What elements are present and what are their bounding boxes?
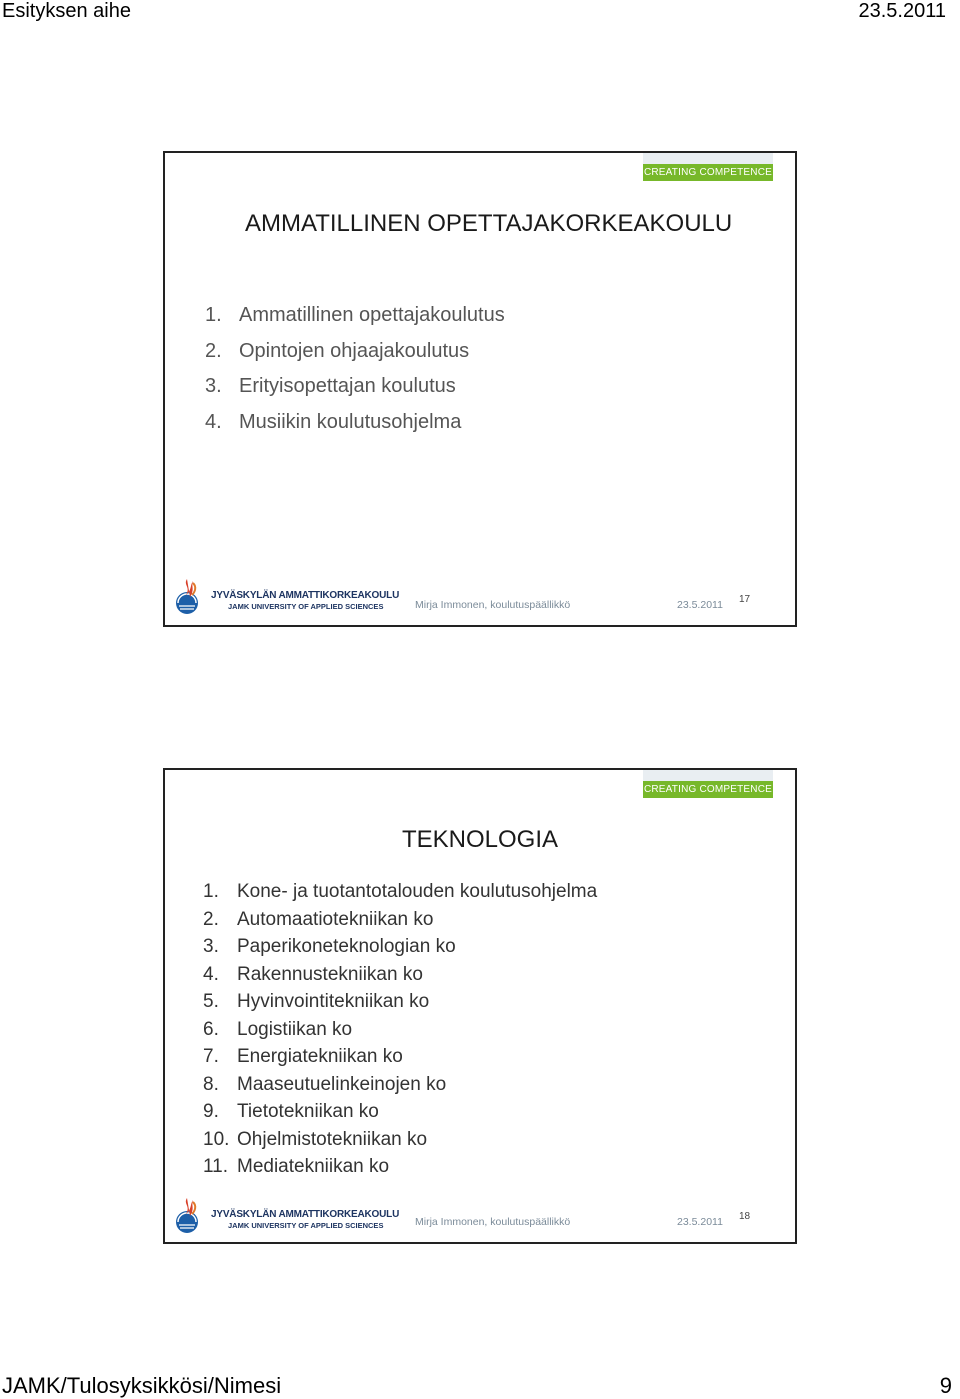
jamk-logo bbox=[173, 573, 400, 615]
list-item-number: 1. bbox=[203, 881, 219, 902]
logo-subtitle: JAMK UNIVERSITY OF APPLIED SCIENCES bbox=[228, 602, 384, 611]
jamk-emblem-icon bbox=[173, 1196, 205, 1234]
program-list bbox=[205, 298, 505, 440]
brand-tagline: CREATING COMPETENCE bbox=[643, 164, 773, 181]
list-item bbox=[203, 1126, 597, 1154]
list-item-number: 8. bbox=[203, 1073, 219, 1095]
slide-title: AMMATILLINEN OPETTAJAKORKEAKOULU bbox=[245, 210, 733, 237]
list-item bbox=[205, 369, 505, 405]
list-item-number: 10. bbox=[203, 1128, 230, 1150]
list-item bbox=[203, 1016, 597, 1044]
logo-name: JYVÄSKYLÄN AMMATTIKORKEAKOULU bbox=[211, 590, 400, 601]
list-item-text: Automaatiotekniikan ko bbox=[237, 908, 434, 930]
list-item-number: 5. bbox=[203, 991, 219, 1012]
slide-title: TEKNOLOGIA bbox=[401, 826, 559, 853]
slide-author: Mirja Immonen, koulutuspäällikkö bbox=[415, 599, 571, 611]
list-item-text: Tietotekniikan ko bbox=[237, 1101, 379, 1122]
page-header-date: 23.5.2011 bbox=[858, 0, 946, 22]
list-item bbox=[203, 878, 597, 906]
slide-18 bbox=[163, 768, 797, 1244]
list-item bbox=[205, 334, 505, 370]
list-item-text: Musiikin koulutusohjelma bbox=[239, 410, 462, 433]
list-item bbox=[203, 1043, 597, 1071]
page-number: 9 bbox=[939, 1373, 952, 1398]
list-item-text: Opintojen ohjaajakoulutus bbox=[239, 339, 470, 362]
list-item-number: 4. bbox=[205, 410, 222, 433]
list-item-number: 2. bbox=[205, 339, 222, 362]
slide-number: 18 bbox=[739, 1211, 751, 1222]
list-item-text: Energiatekniikan ko bbox=[237, 1046, 403, 1067]
page-header-title: Esityksen aihe bbox=[2, 0, 131, 22]
list-item-number: 4. bbox=[203, 963, 219, 985]
list-item bbox=[203, 1071, 597, 1099]
page-footer-path: JAMK/Tulosyksikkösi/Nimesi bbox=[2, 1373, 282, 1398]
slide-number: 17 bbox=[739, 594, 751, 605]
list-item-number: 2. bbox=[203, 908, 219, 930]
list-item bbox=[203, 1098, 597, 1126]
list-item bbox=[203, 1153, 597, 1181]
list-item-text: Maaseutuelinkeinojen ko bbox=[237, 1073, 447, 1095]
list-item-text: Hyvinvointitekniikan ko bbox=[237, 991, 430, 1012]
list-item bbox=[205, 405, 505, 441]
program-list bbox=[203, 878, 597, 1181]
brand-tagline: CREATING COMPETENCE bbox=[643, 781, 773, 798]
list-item bbox=[203, 933, 597, 961]
list-item-number: 3. bbox=[205, 375, 222, 397]
list-item-text: Mediatekniikan ko bbox=[237, 1156, 390, 1177]
list-item-number: 9. bbox=[203, 1101, 219, 1122]
list-item-number: 1. bbox=[205, 304, 222, 326]
list-item bbox=[203, 988, 597, 1016]
list-item bbox=[203, 961, 597, 989]
list-item-text: Ammatillinen opettajakoulutus bbox=[239, 304, 505, 326]
list-item-text: Paperikoneteknologian ko bbox=[237, 936, 456, 957]
list-item-number: 7. bbox=[203, 1046, 219, 1067]
list-item-number: 6. bbox=[203, 1018, 219, 1040]
list-item bbox=[205, 298, 505, 334]
list-item bbox=[203, 906, 597, 934]
list-item-number: 11. bbox=[203, 1156, 229, 1177]
list-item-text: Kone- ja tuotantotalouden koulutusohjelma bbox=[237, 881, 598, 902]
slide-date: 23.5.2011 bbox=[677, 1216, 723, 1228]
jamk-logo bbox=[173, 1192, 400, 1234]
list-item-text: Ohjelmistotekniikan ko bbox=[237, 1128, 428, 1150]
slide-17 bbox=[163, 151, 797, 627]
logo-subtitle: JAMK UNIVERSITY OF APPLIED SCIENCES bbox=[228, 1221, 384, 1230]
slide-author: Mirja Immonen, koulutuspäällikkö bbox=[415, 1216, 571, 1228]
list-item-text: Rakennustekniikan ko bbox=[237, 963, 423, 985]
list-item-text: Logistiikan ko bbox=[237, 1018, 353, 1040]
slide-date: 23.5.2011 bbox=[677, 599, 723, 611]
list-item-text: Erityisopettajan koulutus bbox=[239, 375, 456, 397]
jamk-emblem-icon bbox=[173, 577, 205, 615]
logo-name: JYVÄSKYLÄN AMMATTIKORKEAKOULU bbox=[211, 1209, 400, 1220]
list-item-number: 3. bbox=[203, 936, 219, 957]
